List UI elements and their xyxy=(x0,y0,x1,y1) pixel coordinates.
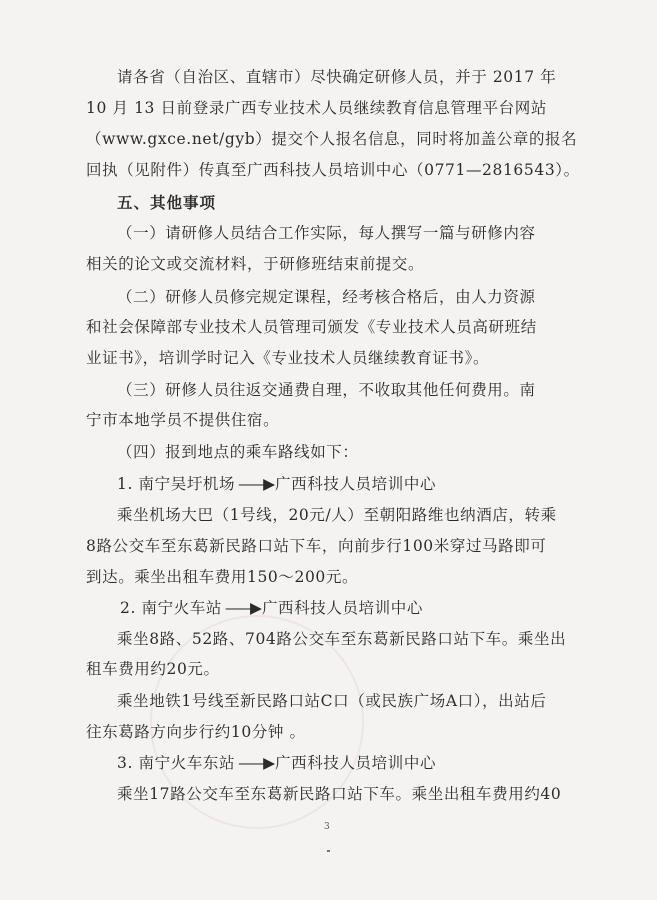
paragraph-line: 往东葛路方向步行约10分钟 。 xyxy=(86,723,306,741)
route-origin: 3. 南宁火车东站 xyxy=(117,754,236,772)
long-right-arrow-icon: ——▶ xyxy=(238,475,273,493)
paragraph-line: 乘坐地铁1号线至新民路口站C口（或民族广场A口），出站后 xyxy=(117,692,547,710)
paragraph-line: 10 月 13 日前登录广西专业技术人员继续教育信息管理平台网站 xyxy=(86,99,547,117)
paragraph-line: 到达。乘坐出租车费用150～200元。 xyxy=(86,568,359,586)
route-destination: 广西科技人员培训中心 xyxy=(261,599,423,617)
paragraph-line: 和社会保障部专业技术人员管理司颁发《专业技术人员高研班结 xyxy=(86,318,537,336)
paragraph-line: 相关的论文或交流材料，于研修班结束前提交。 xyxy=(86,255,425,273)
page-number: 3 xyxy=(324,822,330,832)
paragraph-line: （二）研修人员修完规定课程，经考核合格后，由人力资源 xyxy=(117,288,536,306)
paragraph-line: 宁市本地学员不提供住宿。 xyxy=(86,411,280,429)
route-destination: 广西科技人员培训中心 xyxy=(275,475,437,493)
paragraph-line: 回执（见附件）传真至广西科技人员培训中心（0771—2816543）。 xyxy=(86,161,580,179)
paragraph-line: （www.gxce.net/gyb）提交个人报名信息，同时将加盖公章的报名 xyxy=(86,130,578,148)
long-right-arrow-icon: ——▶ xyxy=(225,599,259,617)
route-origin: 2. 南宁火车站 xyxy=(120,599,223,617)
scan-speck xyxy=(327,850,330,852)
paragraph-line: 租车费用约20元。 xyxy=(86,660,220,678)
route-heading-3 xyxy=(117,752,436,774)
paragraph-line: 请各省（自治区、直辖市）尽快确定研修人员，并于 2017 年 xyxy=(117,68,557,86)
long-right-arrow-icon: ——▶ xyxy=(238,754,273,772)
section-heading: 五、其他事项 xyxy=(117,193,217,212)
paragraph-line: 乘坐8路、52路、704路公交车至东葛新民路口站下车。乘坐出 xyxy=(117,630,567,648)
route-destination: 广西科技人员培训中心 xyxy=(275,754,437,772)
paragraph-line: （三）研修人员往返交通费自理，不收取其他任何费用。南 xyxy=(117,381,536,399)
route-origin: 1. 南宁吴圩机场 xyxy=(117,475,236,493)
route-heading-2 xyxy=(120,597,423,619)
route-heading-1 xyxy=(117,473,436,495)
paragraph-line: （一）请研修人员结合工作实际，每人撰写一篇与研修内容 xyxy=(117,224,536,242)
paragraph-line: 乘坐17路公交车至东葛新民路口站下车。乘坐出租车费用约40 xyxy=(117,785,562,803)
paragraph-line: 乘坐机场大巴（1号线，20元/人）至朝阳路维也纳酒店，转乘 xyxy=(117,506,557,524)
paragraph-line: （四）报到地点的乘车路线如下： xyxy=(117,443,359,461)
paragraph-line: 业证书》，培训学时记入《专业技术人员继续教育证书》。 xyxy=(86,349,490,367)
paragraph-line: 8路公交车至东葛新民路口站下车，向前步行100米穿过马路即可 xyxy=(86,537,547,555)
